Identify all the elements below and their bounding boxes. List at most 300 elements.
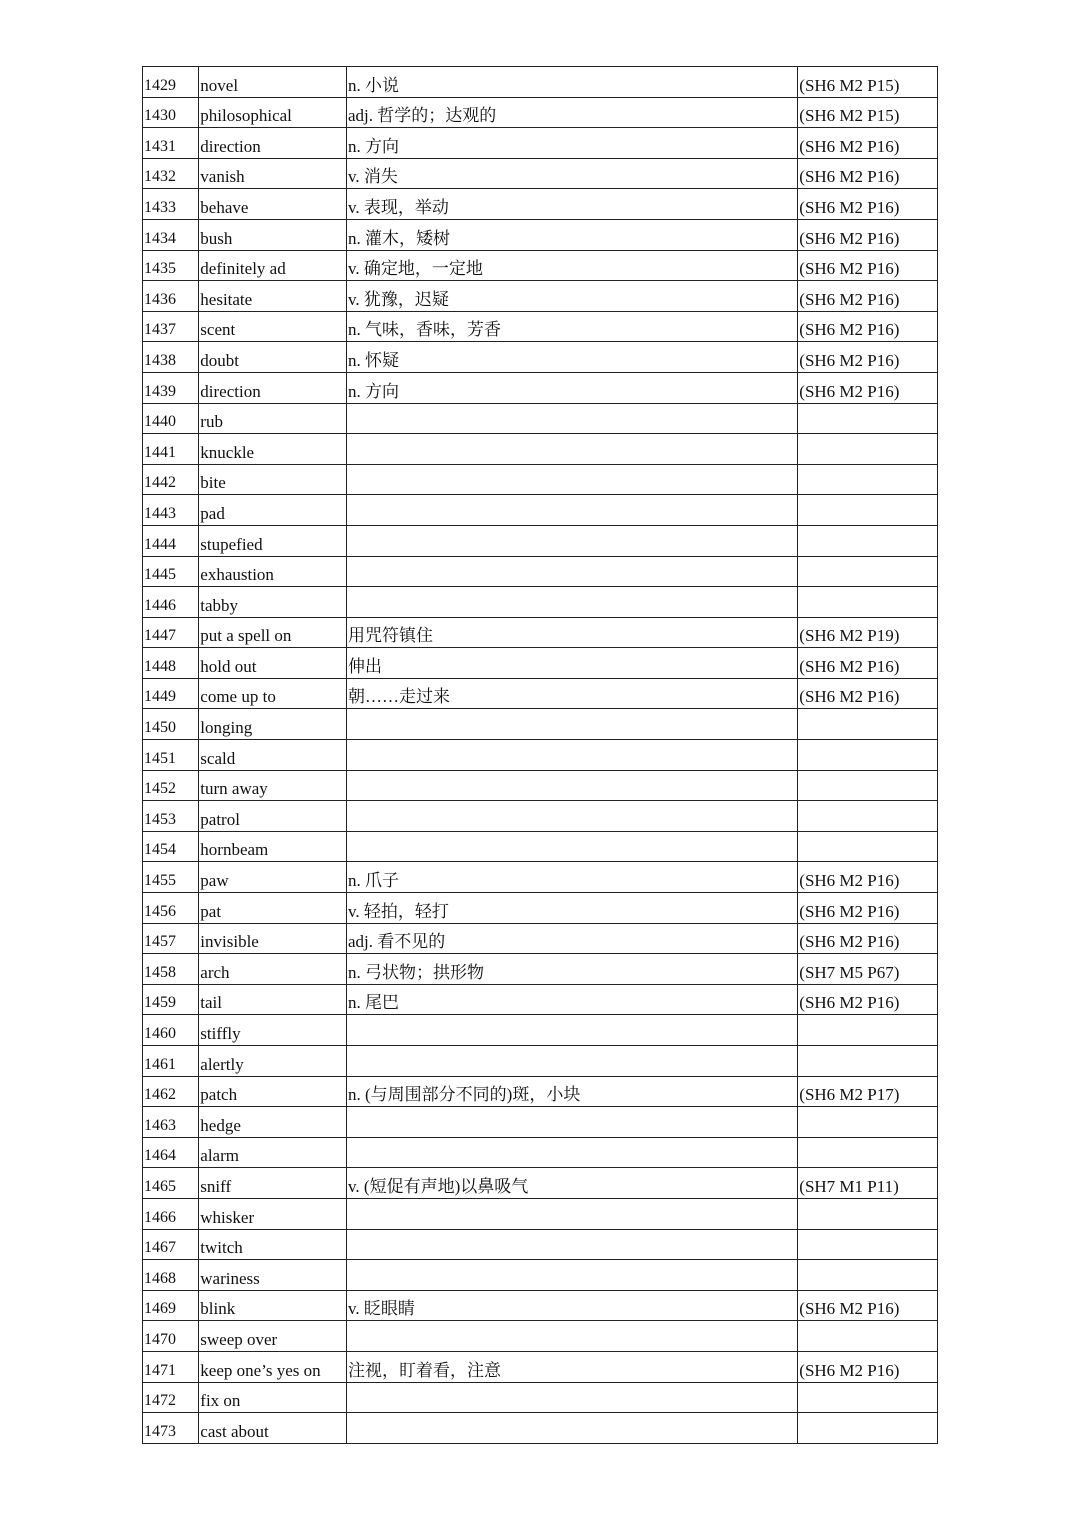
table-row	[143, 1351, 938, 1382]
entry-reference: (SH6 M2 P16)	[799, 136, 900, 156]
entry-definition-cell	[347, 97, 798, 128]
entry-reference-cell	[798, 67, 938, 98]
entry-reference-cell	[798, 1198, 938, 1229]
entry-number: 1453	[144, 810, 176, 828]
table-row	[143, 984, 938, 1015]
entry-definition-cell	[347, 1107, 798, 1138]
entry-word: scald	[200, 748, 236, 768]
table-row	[143, 128, 938, 159]
entry-word: turn away	[200, 779, 268, 799]
entry-word-cell	[199, 709, 347, 740]
entry-word: fix on	[200, 1391, 241, 1411]
entry-number: 1468	[144, 1269, 176, 1287]
entry-number: 1437	[144, 321, 176, 339]
entry-definition-cell	[347, 189, 798, 220]
entry-word-cell	[199, 1046, 347, 1077]
entry-definition-cell	[347, 342, 798, 373]
entry-definition: 伸出	[348, 656, 383, 676]
table-row	[143, 1290, 938, 1321]
entry-number: 1470	[144, 1330, 176, 1348]
entry-reference-cell	[798, 219, 938, 250]
entry-word-cell	[199, 189, 347, 220]
entry-definition: n. 怀疑	[348, 350, 400, 370]
entry-word-cell	[199, 97, 347, 128]
entry-word: knuckle	[200, 442, 255, 462]
entry-word-cell	[199, 587, 347, 618]
entry-reference-cell	[798, 1382, 938, 1413]
entry-definition-cell	[347, 1260, 798, 1291]
entry-definition-cell	[347, 525, 798, 556]
entry-definition: v. 确定地，一定地	[348, 259, 483, 279]
entry-number: 1461	[144, 1055, 176, 1073]
entry-word-cell	[199, 954, 347, 985]
entry-number: 1460	[144, 1025, 176, 1042]
entry-word-cell	[199, 311, 347, 342]
entry-number: 1458	[144, 963, 176, 981]
entry-definition: adj. 看不见的	[348, 932, 446, 952]
entry-reference: (SH6 M2 P16)	[799, 197, 900, 217]
entry-word: hornbeam	[200, 840, 269, 860]
entry-word-cell	[199, 1229, 347, 1260]
entry-definition-cell	[347, 464, 798, 495]
entry-word: invisible	[200, 932, 259, 952]
entry-number-cell	[143, 1229, 199, 1260]
table-row	[143, 862, 938, 893]
vocabulary-table-body	[143, 67, 938, 1444]
entry-definition-cell	[347, 709, 798, 740]
entry-reference-cell	[798, 1015, 938, 1046]
entry-word: doubt	[200, 350, 240, 370]
table-row	[143, 923, 938, 954]
entry-number-cell	[143, 1107, 199, 1138]
entry-word-cell	[199, 1351, 347, 1382]
entry-reference-cell	[798, 709, 938, 740]
entry-word: vanish	[200, 167, 245, 187]
table-row	[143, 1076, 938, 1107]
entry-word: rub	[200, 412, 223, 432]
table-row	[143, 1046, 938, 1077]
entry-word-cell	[199, 250, 347, 281]
table-row	[143, 434, 938, 465]
entry-definition-cell	[347, 678, 798, 709]
table-row	[143, 556, 938, 587]
table-row	[143, 1168, 938, 1199]
entry-word: whisker	[200, 1207, 255, 1227]
entry-reference-cell	[798, 1076, 938, 1107]
entry-definition: n. 气味，香味，芳香	[348, 320, 502, 340]
entry-word: direction	[200, 381, 261, 401]
entry-definition: v. 轻拍，轻打	[348, 901, 449, 921]
entry-definition-cell	[347, 923, 798, 954]
entry-definition-cell	[347, 862, 798, 893]
entry-reference-cell	[798, 648, 938, 679]
entry-number: 1444	[144, 535, 176, 553]
entry-reference-cell	[798, 1137, 938, 1168]
entry-number: 1459	[144, 994, 176, 1012]
entry-reference-cell	[798, 525, 938, 556]
table-row	[143, 1321, 938, 1352]
entry-definition: n. 小说	[348, 75, 400, 95]
entry-number: 1456	[144, 902, 176, 920]
entry-definition: n. (与周围部分不同的)斑，小块	[348, 1085, 581, 1105]
entry-definition: 用咒符镇住	[348, 626, 434, 646]
entry-word-cell	[199, 801, 347, 832]
entry-number-cell	[143, 1015, 199, 1046]
entry-definition-cell	[347, 1168, 798, 1199]
entry-word-cell	[199, 678, 347, 709]
entry-number-cell	[143, 495, 199, 526]
entry-number-cell	[143, 281, 199, 312]
entry-number-cell	[143, 1382, 199, 1413]
entry-word-cell	[199, 403, 347, 434]
table-row	[143, 342, 938, 373]
entry-word: blink	[200, 1299, 236, 1319]
entry-number: 1447	[144, 627, 176, 645]
entry-word: stiffly	[200, 1024, 241, 1043]
entry-number: 1462	[144, 1086, 176, 1104]
entry-reference-cell	[798, 158, 938, 189]
entry-definition: n. 方向	[348, 136, 400, 156]
entry-definition: n. 方向	[348, 381, 400, 401]
entry-reference: (SH6 M2 P19)	[799, 626, 900, 646]
entry-word: hold out	[200, 656, 257, 676]
table-row	[143, 617, 938, 648]
entry-number: 1452	[144, 780, 176, 798]
table-row	[143, 219, 938, 250]
entry-number-cell	[143, 67, 199, 98]
entry-definition: v. 眨眼睛	[348, 1299, 415, 1319]
entry-reference: (SH6 M2 P16)	[799, 1299, 900, 1319]
entry-number: 1471	[144, 1361, 176, 1379]
entry-number-cell	[143, 1198, 199, 1229]
entry-number-cell	[143, 1321, 199, 1352]
entry-reference-cell	[798, 1046, 938, 1077]
entry-number-cell	[143, 954, 199, 985]
entry-reference-cell	[798, 1229, 938, 1260]
entry-reference: (SH7 M1 P11)	[799, 1176, 899, 1196]
entry-reference: (SH6 M2 P16)	[799, 259, 900, 279]
entry-definition-cell	[347, 219, 798, 250]
entry-number: 1438	[144, 351, 176, 369]
entry-number-cell	[143, 587, 199, 618]
entry-definition-cell	[347, 158, 798, 189]
entry-reference-cell	[798, 250, 938, 281]
table-row	[143, 1413, 938, 1444]
entry-definition: v. (短促有声地)以鼻吸气	[348, 1176, 529, 1196]
entry-word-cell	[199, 1168, 347, 1199]
entry-reference-cell	[798, 1107, 938, 1138]
entry-word-cell	[199, 342, 347, 373]
entry-word: hedge	[200, 1115, 241, 1135]
entry-reference-cell	[798, 281, 938, 312]
entry-reference-cell	[798, 311, 938, 342]
entry-word: keep one’s yes on	[200, 1360, 321, 1380]
entry-reference-cell	[798, 923, 938, 954]
table-row	[143, 281, 938, 312]
entry-definition-cell	[347, 1321, 798, 1352]
entry-word-cell	[199, 984, 347, 1015]
entry-word: patrol	[200, 809, 240, 829]
entry-reference-cell	[798, 831, 938, 862]
entry-definition: v. 消失	[348, 167, 398, 187]
entry-reference: (SH6 M2 P17)	[799, 1085, 900, 1105]
entry-number-cell	[143, 1076, 199, 1107]
entry-word-cell	[199, 1137, 347, 1168]
entry-word: hesitate	[200, 289, 253, 309]
entry-word: tail	[200, 993, 222, 1013]
entry-definition-cell	[347, 954, 798, 985]
table-row	[143, 678, 938, 709]
entry-number-cell	[143, 1351, 199, 1382]
entry-word-cell	[199, 372, 347, 403]
table-row	[143, 372, 938, 403]
entry-reference-cell	[798, 740, 938, 771]
table-row	[143, 954, 938, 985]
entry-word: tabby	[200, 595, 239, 615]
table-row	[143, 1382, 938, 1413]
table-row	[143, 403, 938, 434]
entry-definition-cell	[347, 1382, 798, 1413]
entry-number: 1472	[144, 1392, 176, 1410]
entry-definition-cell	[347, 434, 798, 465]
table-row	[143, 1260, 938, 1291]
entry-reference-cell	[798, 434, 938, 465]
entry-reference: (SH7 M5 P67)	[799, 962, 900, 982]
table-row	[143, 740, 938, 771]
entry-number: 1450	[144, 719, 176, 737]
table-row	[143, 770, 938, 801]
entry-reference: (SH6 M2 P15)	[799, 75, 900, 95]
entry-number: 1464	[144, 1147, 176, 1165]
entry-number: 1449	[144, 688, 176, 706]
entry-word: paw	[200, 871, 229, 891]
entry-reference-cell	[798, 954, 938, 985]
entry-definition-cell	[347, 67, 798, 98]
entry-number-cell	[143, 158, 199, 189]
entry-reference: (SH6 M2 P15)	[799, 106, 900, 126]
entry-definition-cell	[347, 893, 798, 924]
entry-number: 1445	[144, 566, 176, 584]
entry-number-cell	[143, 984, 199, 1015]
entry-reference: (SH6 M2 P16)	[799, 1360, 900, 1380]
entry-reference-cell	[798, 97, 938, 128]
entry-number: 1442	[144, 474, 176, 492]
entry-number-cell	[143, 709, 199, 740]
entry-reference-cell	[798, 893, 938, 924]
entry-word: longing	[200, 718, 253, 738]
entry-definition-cell	[347, 403, 798, 434]
entry-word: stupefied	[200, 534, 263, 554]
entry-reference-cell	[798, 617, 938, 648]
entry-number-cell	[143, 434, 199, 465]
entry-definition-cell	[347, 372, 798, 403]
table-row	[143, 311, 938, 342]
table-row	[143, 250, 938, 281]
entry-word: bush	[200, 228, 233, 248]
entry-reference: (SH6 M2 P16)	[799, 901, 900, 921]
entry-definition: n. 尾巴	[348, 993, 400, 1013]
entry-word-cell	[199, 495, 347, 526]
entry-reference-cell	[798, 1290, 938, 1321]
entry-definition-cell	[347, 984, 798, 1015]
entry-word-cell	[199, 831, 347, 862]
entry-number: 1432	[144, 168, 176, 186]
table-row	[143, 709, 938, 740]
entry-word-cell	[199, 1198, 347, 1229]
entry-number: 1443	[144, 504, 176, 522]
table-row	[143, 67, 938, 98]
entry-reference-cell	[798, 587, 938, 618]
table-row	[143, 1107, 938, 1138]
entry-word: bite	[200, 473, 226, 493]
entry-definition: n. 弓状物；拱形物	[348, 962, 485, 982]
entry-reference-cell	[798, 862, 938, 893]
entry-word-cell	[199, 525, 347, 556]
entry-number: 1433	[144, 198, 176, 216]
entry-reference-cell	[798, 1168, 938, 1199]
entry-number-cell	[143, 1413, 199, 1444]
entry-reference-cell	[798, 556, 938, 587]
entry-reference-cell	[798, 189, 938, 220]
entry-number-cell	[143, 1168, 199, 1199]
entry-word: pad	[200, 503, 225, 523]
entry-reference-cell	[798, 770, 938, 801]
entry-definition-cell	[347, 1015, 798, 1046]
entry-definition-cell	[347, 801, 798, 832]
entry-reference-cell	[798, 128, 938, 159]
entry-word: scent	[200, 320, 236, 340]
entry-definition-cell	[347, 1290, 798, 1321]
entry-definition: v. 表现，举动	[348, 197, 449, 217]
entry-number-cell	[143, 464, 199, 495]
entry-word-cell	[199, 893, 347, 924]
entry-word-cell	[199, 556, 347, 587]
entry-word-cell	[199, 1382, 347, 1413]
entry-word-cell	[199, 1413, 347, 1444]
entry-word-cell	[199, 128, 347, 159]
entry-word-cell	[199, 617, 347, 648]
table-row	[143, 587, 938, 618]
entry-definition-cell	[347, 831, 798, 862]
table-row	[143, 158, 938, 189]
entry-word-cell	[199, 434, 347, 465]
entry-number: 1465	[144, 1177, 176, 1195]
entry-definition: 注视，盯着看，注意	[348, 1360, 502, 1380]
entry-reference: (SH6 M2 P16)	[799, 289, 900, 309]
entry-word: pat	[200, 901, 222, 921]
entry-number-cell	[143, 831, 199, 862]
entry-reference-cell	[798, 342, 938, 373]
entry-word-cell	[199, 1321, 347, 1352]
entry-number: 1446	[144, 596, 176, 614]
entry-definition-cell	[347, 1351, 798, 1382]
entry-number-cell	[143, 862, 199, 893]
entry-word-cell	[199, 67, 347, 98]
entry-number-cell	[143, 1046, 199, 1077]
entry-definition-cell	[347, 617, 798, 648]
entry-number-cell	[143, 740, 199, 771]
entry-word: exhaustion	[200, 565, 274, 585]
entry-number: 1441	[144, 443, 176, 461]
entry-word-cell	[199, 464, 347, 495]
entry-definition-cell	[347, 1413, 798, 1444]
entry-word: cast about	[200, 1421, 269, 1441]
table-row	[143, 1015, 938, 1046]
entry-number-cell	[143, 128, 199, 159]
entry-number: 1431	[144, 137, 176, 155]
table-row	[143, 1198, 938, 1229]
vocabulary-table	[142, 66, 938, 1444]
entry-number: 1436	[144, 290, 176, 308]
entry-word-cell	[199, 1015, 347, 1046]
entry-definition-cell	[347, 1046, 798, 1077]
entry-reference: (SH6 M2 P16)	[799, 320, 900, 340]
entry-reference-cell	[798, 1413, 938, 1444]
entry-definition-cell	[347, 770, 798, 801]
entry-definition-cell	[347, 1229, 798, 1260]
entry-word: put a spell on	[200, 626, 292, 646]
entry-word: wariness	[200, 1268, 260, 1288]
entry-definition-cell	[347, 250, 798, 281]
entry-number-cell	[143, 97, 199, 128]
entry-number: 1451	[144, 749, 176, 767]
entry-number-cell	[143, 1290, 199, 1321]
entry-number-cell	[143, 770, 199, 801]
entry-word-cell	[199, 281, 347, 312]
entry-number: 1448	[144, 657, 176, 675]
table-row	[143, 189, 938, 220]
entry-number-cell	[143, 801, 199, 832]
table-row	[143, 1137, 938, 1168]
entry-reference: (SH6 M2 P16)	[799, 871, 900, 891]
entry-word: come up to	[200, 687, 276, 707]
entry-number: 1463	[144, 1116, 176, 1134]
entry-reference-cell	[798, 1260, 938, 1291]
entry-word: alarm	[200, 1146, 239, 1166]
entry-word-cell	[199, 862, 347, 893]
entry-word-cell	[199, 648, 347, 679]
entry-word: sweep over	[200, 1329, 278, 1349]
table-row	[143, 801, 938, 832]
entry-word-cell	[199, 1290, 347, 1321]
table-row	[143, 464, 938, 495]
entry-number: 1455	[144, 872, 176, 890]
entry-number: 1469	[144, 1300, 176, 1318]
entry-number: 1467	[144, 1239, 176, 1257]
entry-definition-cell	[347, 1076, 798, 1107]
entry-number-cell	[143, 372, 199, 403]
entry-definition-cell	[347, 1198, 798, 1229]
entry-reference: (SH6 M2 P16)	[799, 932, 900, 952]
entry-number-cell	[143, 617, 199, 648]
entry-definition: n. 灌木，矮树	[348, 228, 451, 248]
entry-word-cell	[199, 1260, 347, 1291]
entry-number-cell	[143, 1137, 199, 1168]
entry-word: definitely ad	[200, 259, 286, 279]
entry-word-cell	[199, 770, 347, 801]
entry-reference-cell	[798, 495, 938, 526]
entry-reference: (SH6 M2 P16)	[799, 167, 900, 187]
entry-number: 1440	[144, 413, 176, 431]
entry-definition-cell	[347, 740, 798, 771]
entry-definition: 朝……走过来	[348, 687, 451, 707]
entry-word-cell	[199, 923, 347, 954]
entry-number: 1429	[144, 76, 176, 94]
table-row	[143, 97, 938, 128]
entry-word: alertly	[200, 1054, 244, 1074]
entry-reference-cell	[798, 464, 938, 495]
entry-definition-cell	[347, 281, 798, 312]
